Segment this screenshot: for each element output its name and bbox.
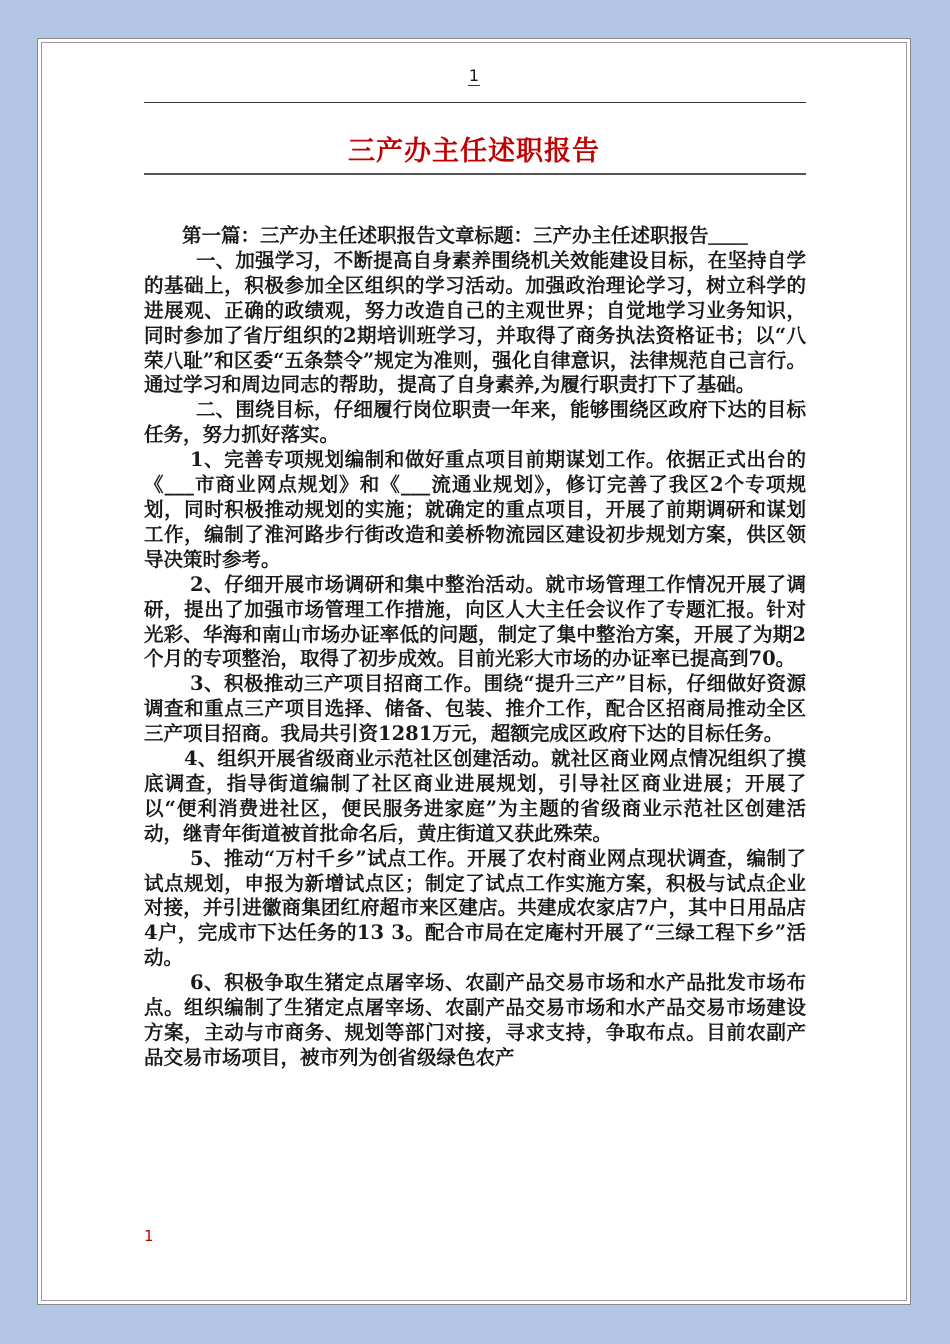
- paragraph-section-1: 一、加强学习，不断提高自身素养围绕机关效能建设目标，在坚持自学的基础上，积极参加全区组织的学习活动。加强政治理论学习，树立科学的进展观、正确的政绩观，努力改造自己的主观世界；自觉地学习业务知识，同时参加了省厅组织的2期培训班学习，并取得了商务执法资格证书；以“八荣八耻”和区委“五条禁令”规定为准则，强化自律意识，法律规范自己言行。通过学习和周边同志的帮助，提高了自身素养,为履行职责打下了基础。: [144, 248, 806, 397]
- header-divider: [144, 102, 806, 103]
- header-page-number: 1: [468, 66, 480, 85]
- document-body: [144, 224, 806, 1071]
- paragraph-section-2: 二、围绕目标，仔细履行岗位职责一年来，能够围绕区政府下达的目标任务，努力抓好落实。: [144, 398, 806, 447]
- paragraph-item-5: 5、推动“万村千乡”试点工作。开展了农村商业网点现状调查，编制了试点规划，申报为新增试点区；制定了试点工作实施方案，积极与试点企业对接，并引进徽商集团红府超市来区建店。共建成农家店7户，其中日用品店4户，完成市下达任务的13 3。配合市局在定庵村开展了“三绿工程下乡”活动。: [144, 846, 806, 970]
- intro-line: 第一篇：三产办主任述职报告文章标题：三产办主任述职报告＿＿: [182, 224, 748, 247]
- paragraph-item-3: 3、积极推动三产项目招商工作。围绕“提升三产”目标，仔细做好资源调查和重点三产项目选择、储备、包装、推介工作，配合区招商局推动全区三产项目招商。我局共引资1281万元，超额完成区政府下达的目标任务。: [144, 672, 806, 746]
- paragraph-item-2: 2、仔细开展市场调研和集中整治活动。就市场管理工作情况开展了调研，提出了加强市场管理工作措施，向区人大主任会议作了专题汇报。针对光彩、华海和南山市场办证率低的问题，制定了集中整治方案，开展了为期2个月的专项整治，取得了初步成效。目前光彩大市场的办证率已提高到70。: [144, 572, 806, 671]
- document-title: 三产办主任述职报告: [348, 136, 600, 167]
- paragraph-item-6: 6、积极争取生猪定点屠宰场、农副产品交易市场和水产品批发市场布点。组织编制了生猪定点屠宰场、农副产品交易市场和水产品交易市场建设方案，主动与市商务、规划等部门对接，寻求支持，争取布点。目前农副产品交易市场项目，被市列为创省级绿色农产: [144, 971, 806, 1069]
- paragraph-item-4: 4、组织开展省级商业示范社区创建活动。就社区商业网点情况组织了摸底调查，指导街道编制了社区商业进展规划，引导社区商业进展；开展了以“便利消费进社区，便民服务进家庭”为主题的省级商业示范社区创建活动，继青年街道被首批命名后，黄庄街道又获此殊荣。: [144, 747, 806, 845]
- paragraph-item-1: 1、完善专项规划编制和做好重点项目前期谋划工作。依据正式出台的《___市商业网点规划》和《___流通业规划》，修订完善了我区2个专项规划，同时积极推动规划的实施；就确定的重点项目，开展了前期调研和谋划工作，编制了淮河路步行街改造和姜桥物流园区建设初步规划方案，供区领导决策时参考。: [144, 448, 806, 571]
- title-divider: [144, 173, 806, 175]
- footer-page-number: 1: [144, 1227, 154, 1245]
- document-page: [38, 39, 910, 1304]
